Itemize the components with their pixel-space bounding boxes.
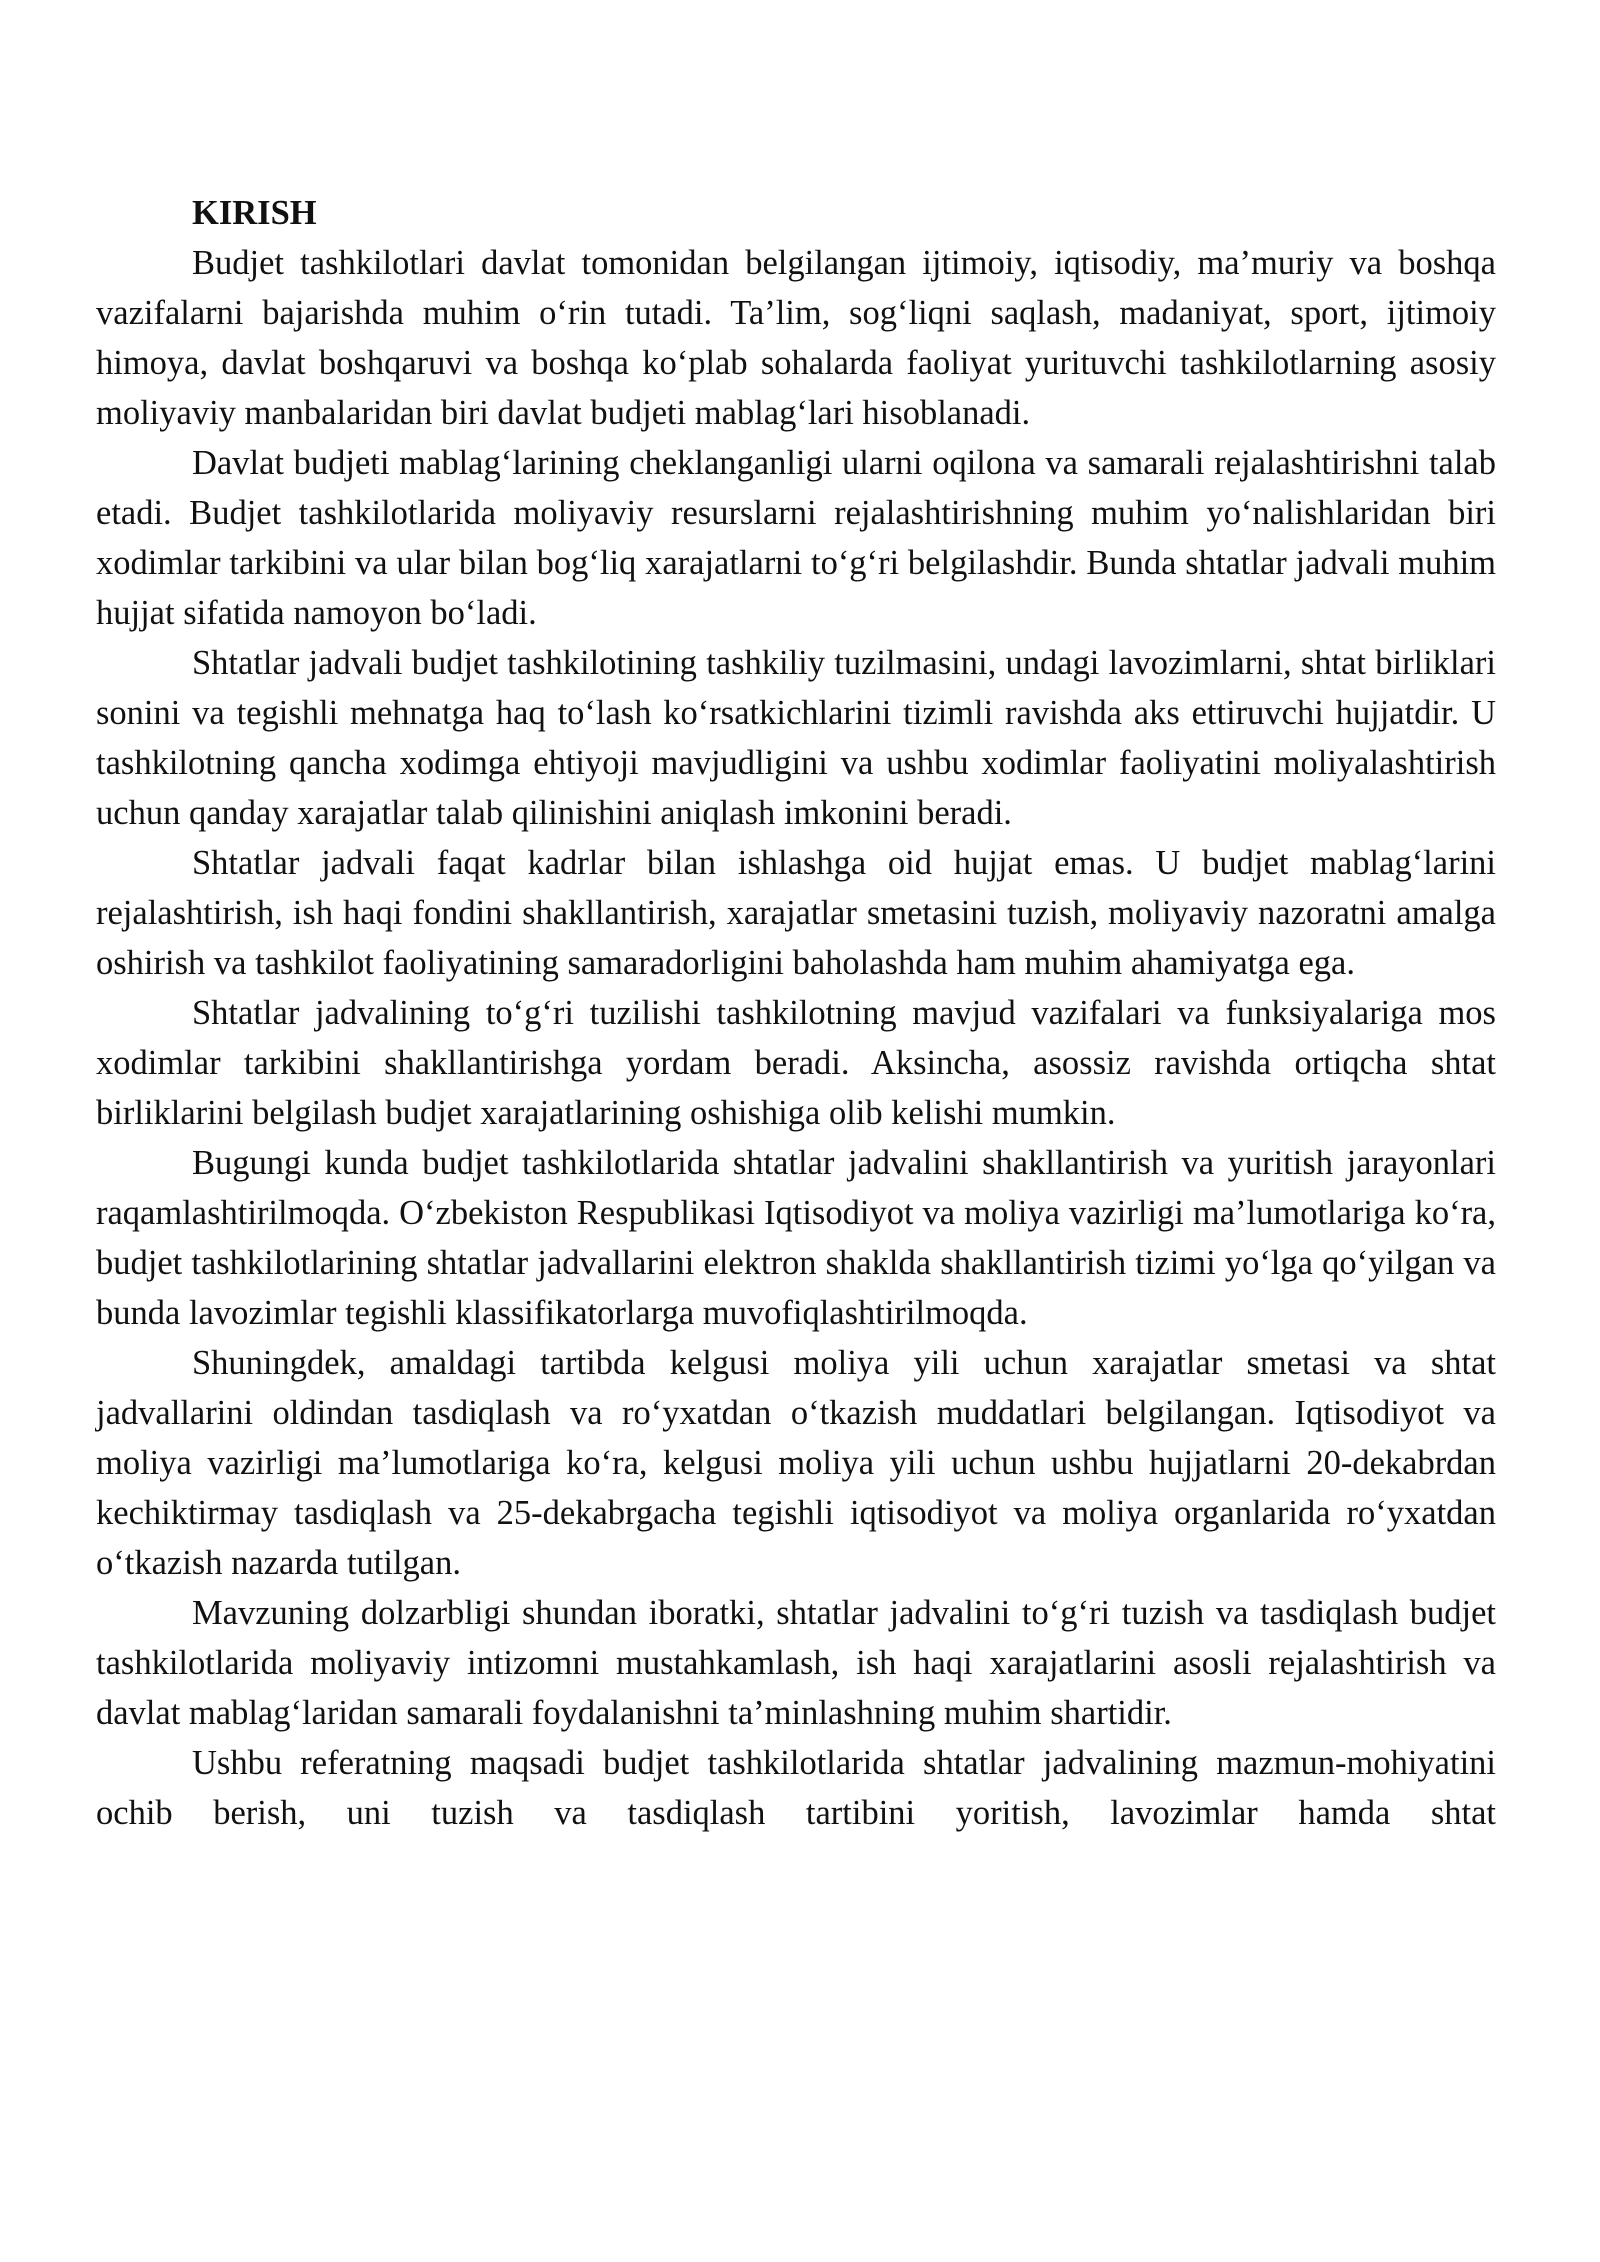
paragraph-1: Budjet tashkilotlari davlat tomonidan belgilangan ijtimoiy, iqtisodiy, ma’muriy va boshqa vazifalarni bajarishda muhim o‘rin tutadi. Ta’lim, sog‘liqni saqlash, madaniyat, sport, ijtimoiy himoya, davlat boshqaruvi va boshqa ko‘plab sohalarda faoliyat yurituvchi tashkilotlarning asosiy moliyaviy manbalaridan biri davlat budjeti mablag‘lari hisoblanadi.	[96, 244, 1496, 432]
paragraph-6: Bugungi kunda budjet tashkilotlarida shtatlar jadvalini shakllantirish va yuritish jarayonlari raqamlashtirilmoqda. O‘zbekiston Respublikasi Iqtisodiyot va moliya vazirligi ma’lumotlariga ko‘ra, budjet tashkilotlarining shtatlar jadvallarini elektron shaklda shakllantirish tizimi yo‘lga qo‘yilgan va bunda lavozimlar tegishli klassifikatorlarga muvofiqlashtirilmoqda.	[96, 1144, 1496, 1332]
paragraph-8: Mavzuning dolzarbligi shundan iboratki, shtatlar jadvalini to‘g‘ri tuzish va tasdiqlash budjet tashkilotlarida moliyaviy intizomni mustahkamlash, ish haqi xarajatlarini asosli rejalashtirish va davlat mablag‘laridan samarali foydalanishni ta’minlashning muhim shartidir.	[96, 1594, 1496, 1732]
paragraph-5: Shtatlar jadvalining to‘g‘ri tuzilishi tashkilotning mavjud vazifalari va funksiyalariga mos xodimlar tarkibini shakllantirishga yordam beradi. Aksincha, asossiz ravishda ortiqcha shtat birliklarini belgilash budjet xarajatlarining oshishiga olib kelishi mumkin.	[96, 994, 1496, 1132]
paragraph-3: Shtatlar jadvali budjet tashkilotining tashkiliy tuzilmasini, undagi lavozimlarni, shtat birliklari sonini va tegishli mehnatga haq to‘lash ko‘rsatkichlarini tizimli ravishda aks ettiruvchi hujjatdir. U tashkilotning qancha xodimga ehtiyoji mavjudligini va ushbu xodimlar faoliyatini moliyalashtirish uchun qanday xarajatlar talab qilinishini aniqlash imkonini beradi.	[96, 644, 1496, 832]
document-page	[96, 188, 1496, 1838]
section-heading: KIRISH	[192, 194, 317, 232]
paragraph-9: Ushbu referatning maqsadi budjet tashkilotlarida shtatlar jadvalining mazmun-mohiyatini ochib berish, uni tuzish va tasdiqlash tartibini yoritish, lavozimlar hamda shtat	[96, 1744, 1496, 1832]
paragraph-4: Shtatlar jadvali faqat kadrlar bilan ishlashga oid hujjat emas. U budjet mablag‘larini rejalashtirish, ish haqi fondini shakllantirish, xarajatlar smetasini tuzish, moliyaviy nazoratni amalga oshirish va tashkilot faoliyatining samaradorligini baholashda ham muhim ahamiyatga ega.	[96, 844, 1496, 982]
paragraph-7: Shuningdek, amaldagi tartibda kelgusi moliya yili uchun xarajatlar smetasi va shtat jadvallarini oldindan tasdiqlash va ro‘yxatdan o‘tkazish muddatlari belgilangan. Iqtisodiyot va moliya vazirligi ma’lumotlariga ko‘ra, kelgusi moliya yili uchun ushbu hujjatlarni 20-dekabrdan kechiktirmay tasdiqlash va 25-dekabrgacha tegishli iqtisodiyot va moliya organlarida ro‘yxatdan o‘tkazish nazarda tutilgan.	[96, 1344, 1496, 1582]
paragraph-2: Davlat budjeti mablag‘larining cheklanganligi ularni oqilona va samarali rejalashtirishni talab etadi. Budjet tashkilotlarida moliyaviy resurslarni rejalashtirishning muhim yo‘nalishlaridan biri xodimlar tarkibini va ular bilan bog‘liq xarajatlarni to‘g‘ri belgilashdir. Bunda shtatlar jadvali muhim hujjat sifatida namoyon bo‘ladi.	[96, 444, 1496, 632]
